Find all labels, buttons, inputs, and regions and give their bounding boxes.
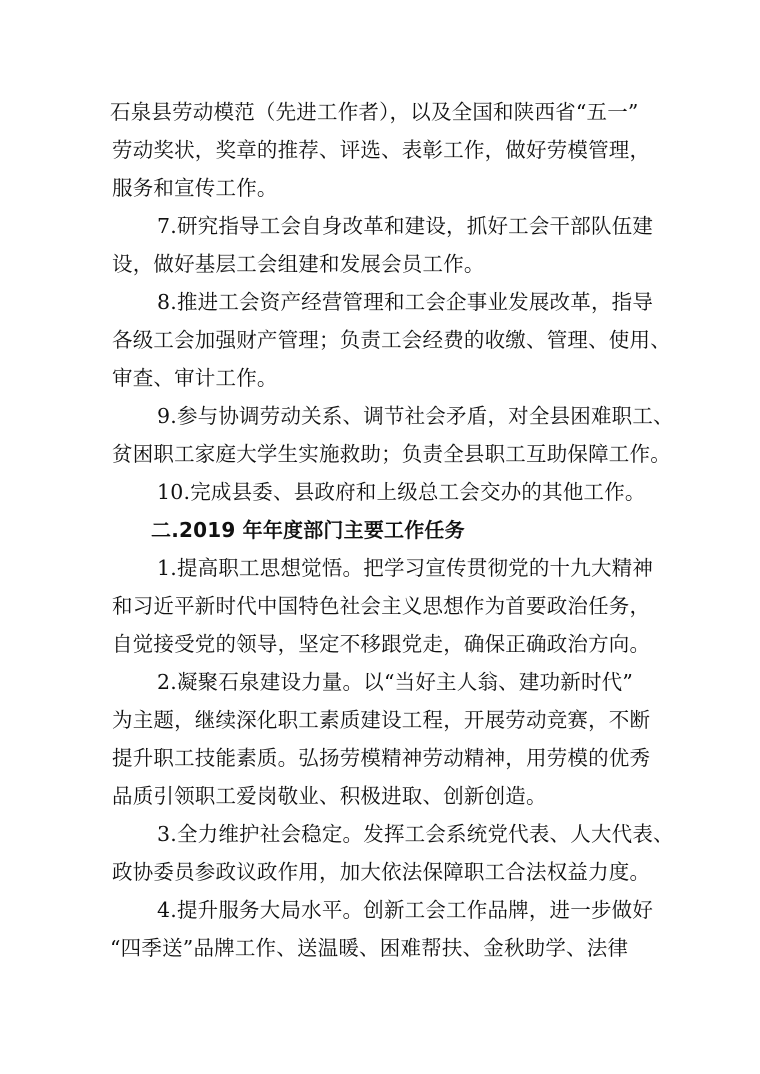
text-line: 3.全力维护社会稳定。发挥工会系统党代表、人大代表、	[157, 822, 674, 846]
text-line: 为主题，继续深化职工素质建设工程，开展劳动竞赛，不断	[112, 708, 651, 732]
text-line: 审查、审计工作。	[112, 366, 278, 390]
section-heading: 二.2019 年年度部门主要工作任务	[151, 518, 465, 542]
text-line: 贫困职工家庭大学生实施救助；负责全县职工互助保障工作。	[112, 442, 671, 466]
text-line: 7.研究指导工会自身改革和建设，抓好工会干部队伍建	[157, 214, 654, 238]
text-line: 提升职工技能素质。弘扬劳模精神劳动精神，用劳模的优秀	[112, 746, 651, 770]
text-line: 4.提升服务大局水平。创新工会工作品牌，进一步做好	[157, 898, 654, 922]
text-line: 1.提高职工思想觉悟。把学习宣传贯彻党的十九大精神	[157, 556, 654, 580]
text-line: 自觉接受党的领导，坚定不移跟党走，确保正确政治方向。	[112, 632, 651, 656]
text-line: 服务和宣传工作。	[112, 176, 278, 200]
text-line: 8.推进工会资产经营管理和工会企事业发展改革，指导	[157, 290, 654, 314]
text-line: 设，做好基层工会组建和发展会员工作。	[112, 252, 485, 276]
text-line: 劳动奖状，奖章的推荐、评选、表彰工作，做好劳模管理，	[112, 138, 651, 162]
text-line: 9.参与协调劳动关系、调节社会矛盾，对全县困难职工、	[157, 404, 674, 428]
text-line: 品质引领职工爱岗敬业、积极进取、创新创造。	[112, 784, 547, 808]
text-line: 2.凝聚石泉建设力量。以“当好主人翁、建功新时代”	[157, 670, 634, 694]
text-line: 各级工会加强财产管理；负责工会经费的收缴、管理、使用、	[112, 328, 671, 352]
text-line: “四季送”品牌工作、送温暖、困难帮扶、金秋助学、法律	[110, 936, 629, 960]
text-line: 政协委员参政议政作用，加大依法保障职工合法权益力度。	[112, 860, 651, 884]
text-line: 石泉县劳动模范（先进工作者），以及全国和陕西省“五一”	[110, 100, 639, 124]
text-line: 和习近平新时代中国特色社会主义思想作为首要政治任务，	[112, 594, 651, 618]
text-line: 10.完成县委、县政府和上级总工会交办的其他工作。	[157, 480, 646, 504]
